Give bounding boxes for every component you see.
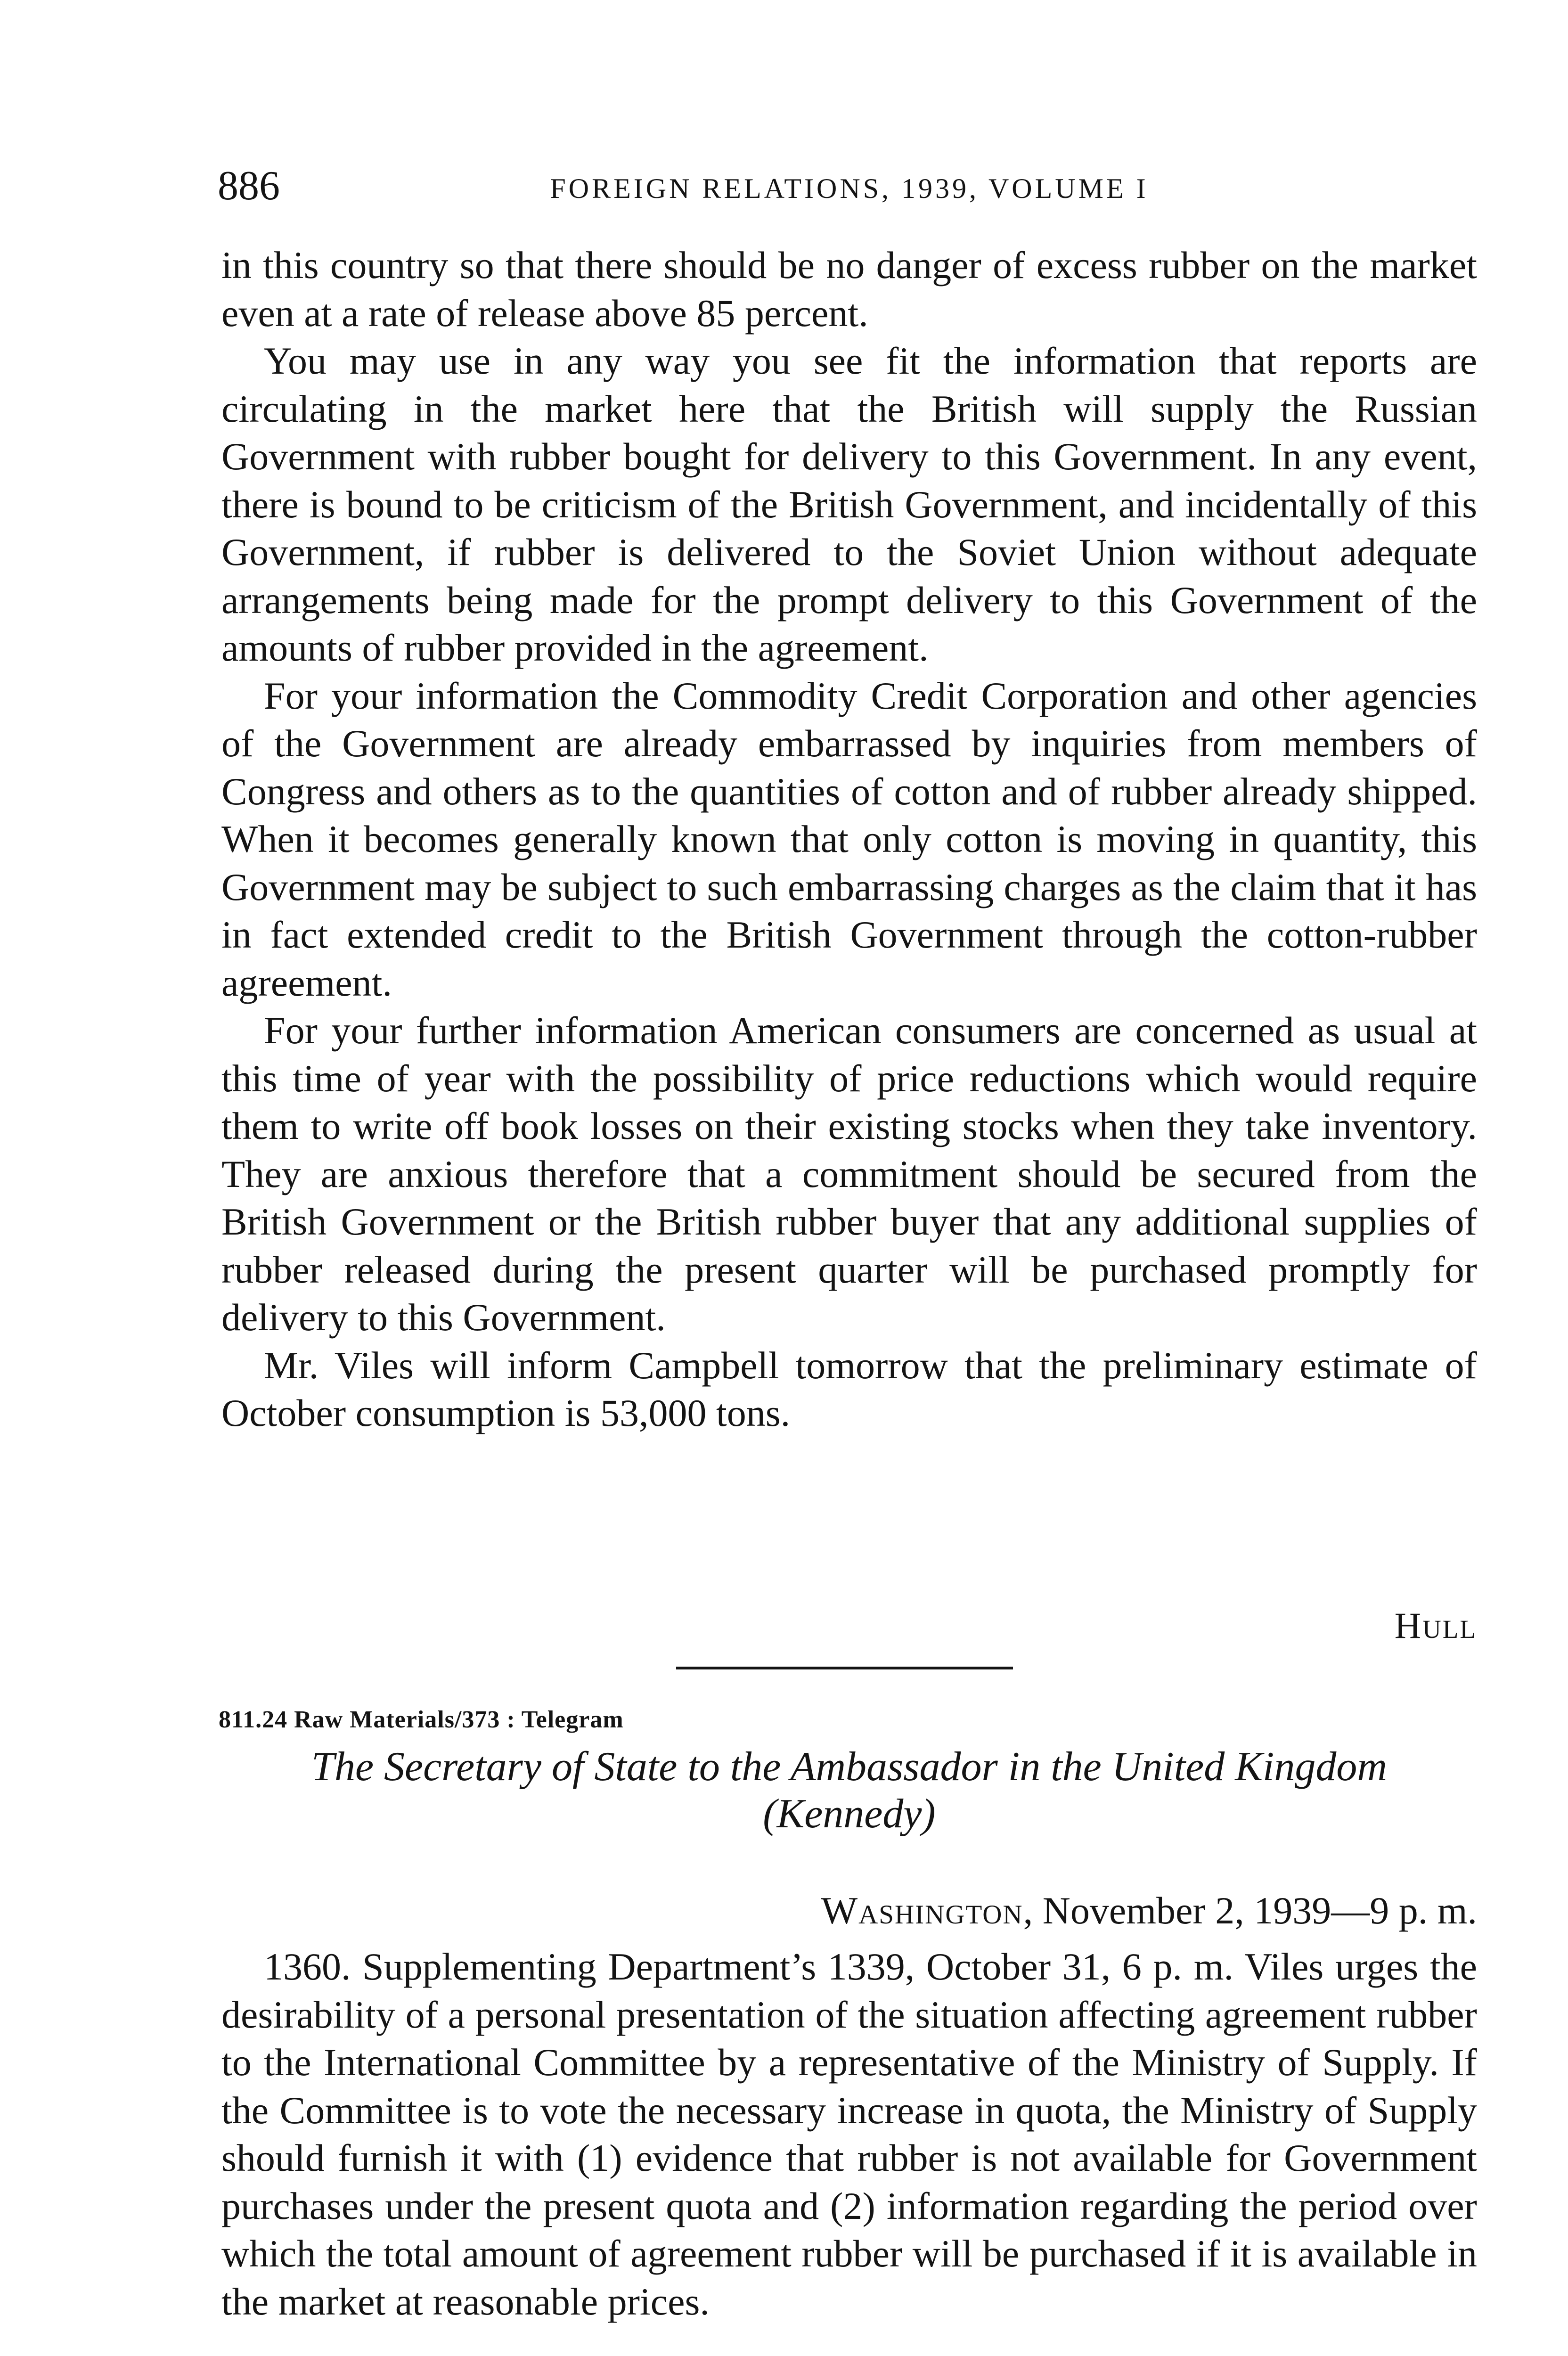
running-head: FOREIGN RELATIONS, 1939, VOLUME I	[550, 173, 1149, 204]
signature: Hull	[1394, 1605, 1477, 1646]
dateline-place: Washington	[821, 1889, 1023, 1932]
page-header	[218, 160, 1477, 212]
letter-paragraph: Mr. Viles will inform Campbell tomorrow that the preliminary estimate of October consumption is 53,000 tons.	[221, 1343, 1477, 1434]
letter-paragraph: You may use in any way you see fit the information that reports are circulating in the market here that the British will supply the Russian Government with rubber bought for delivery to this Government. In any event, there is bound to be criticism of the British Government, and incidentally of this Government, if rubber is delivered to the Soviet Union without adequate arrangements being made for the prompt delivery to this Government of the amounts of rubber provided in the agreement.	[221, 339, 1477, 669]
dateline-date: , November 2, 1939—9 p. m.	[1023, 1889, 1477, 1932]
letter-body	[221, 241, 1477, 1437]
letter-paragraph: For your further information American consumers are concerned as usual at this time of year with the possibility of price reductions which would require them to write off book losses on their existing stocks when they take inventory. They are anxious therefore that a commitment should be secured from the British Government or the British rubber buyer that any additional supplies of rubber released during the present quarter will be purchased promptly for delivery to this Government.	[221, 1009, 1477, 1339]
letter-paragraph: For your information the Commodity Credit Corporation and other agencies of the Government are already embarrassed by inquiries from members of Congress and others as to the quantities of cotton and of rubber already shipped. When it becomes generally known that only cotton is moving in quantity, this Government may be subject to such embarrassing charges as the claim that it has in fact extended credit to the British Government through the cotton-rubber agreement.	[221, 674, 1477, 1004]
page-number: 886	[218, 163, 280, 209]
letter-paragraph: in this country so that there should be no danger of excess rubber on the market even at a rate of release above 85 percent.	[221, 244, 1477, 335]
document-title: The Secretary of State to the Ambassador in the United Kingdom (Kennedy)	[311, 1744, 1387, 1837]
file-reference: 811.24 Raw Materials/373 : Telegram	[219, 1706, 624, 1733]
section-divider	[676, 1667, 1013, 1669]
telegram-paragraph: 1360. Supplementing Department’s 1339, October 31, 6 p. m. Viles urges the desirability of a personal presentation of the situation affecting agreement rubber to the International Committee by a representative of the Ministry of Supply. If the Committee is to vote the necessary increase in quota, the Ministry of Supply should furnish it with (1) evidence that rubber is not available for Government purchases under the present quota and (2) information regarding the period over which the total amount of agreement rubber will be purchased if it is available in the market at reasonable prices.	[221, 1945, 1477, 2323]
telegram-body	[221, 1943, 1477, 2325]
dateline	[821, 1887, 1477, 1934]
